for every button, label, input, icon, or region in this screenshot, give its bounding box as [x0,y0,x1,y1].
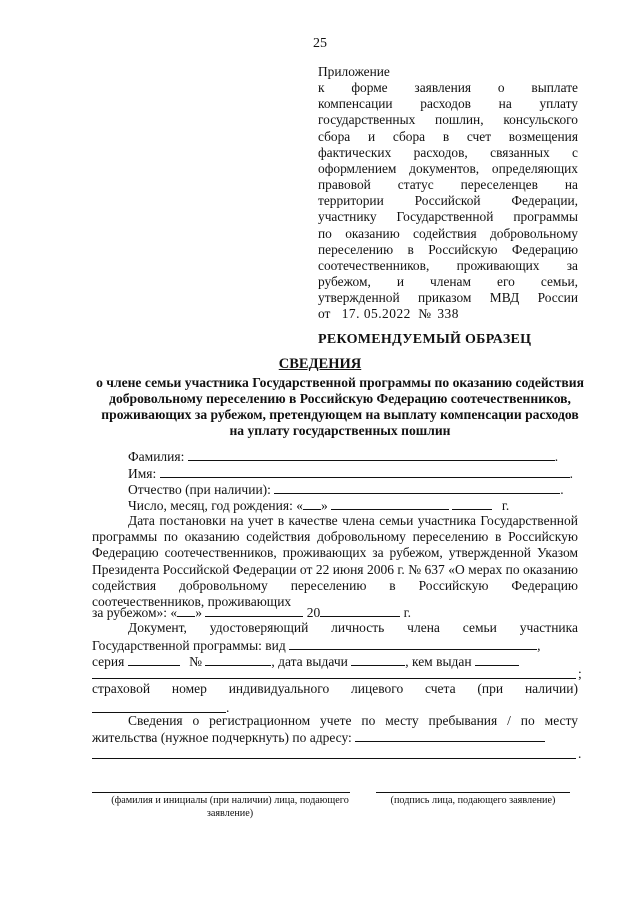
patronymic-field: Отчество (при наличии): . [128,482,564,497]
registration-date-field [92,604,411,621]
registration-date-paragraph [92,513,578,610]
patronymic-label: Отчество (при наличии): [128,482,271,497]
document-intro-text: Документ, удостоверяющий личность члена семьи участника [128,620,578,635]
document-kind-field: Государственной программы: вид , [92,638,541,653]
surname-field: Фамилия: . [128,449,559,464]
appendix-line: компенсации расходов на уплату [318,96,578,112]
name-signature-caption: (фамилия и инициалы (при наличии) лица, подающего заявление) [111,795,349,819]
address-intro [92,713,578,729]
address-intro-text: Сведения о регистрационном учете по месту пребывания / по месту [128,713,578,728]
series-input[interactable] [128,653,180,666]
issue-date-input[interactable] [351,653,405,666]
address-field [92,729,545,746]
number-input[interactable] [205,653,271,666]
birth-date-quote: » [320,498,328,513]
snils-field [92,681,578,697]
document-kind-label: Государственной программы: вид [92,638,286,653]
appendix-line: фактических расходов, связанных с [318,144,578,160]
appendix-line: государственных пошлин, консульского [318,112,578,128]
snils-period: . [226,700,230,715]
address-input[interactable] [355,729,545,742]
registration-month-input[interactable] [205,604,303,617]
issue-date-label: , дата выдачи [271,654,348,669]
snils-label: страховой номер индивидуального лицевого счета (при наличии) [92,681,578,696]
signature-line[interactable] [376,792,570,793]
appendix-line: переселению в Российскую Федерацию [318,241,578,257]
document-details-field [92,653,519,670]
address-label: жительства (нужное подчеркнуть) по адресу: [92,730,352,745]
surname-label: Фамилия: [128,449,185,464]
name-input[interactable] [160,465,570,478]
registration-year-input[interactable] [320,604,400,617]
birth-year-suffix: г. [501,498,510,513]
birth-day-input[interactable] [303,497,321,510]
registration-day-input[interactable] [177,604,195,617]
signature-caption: (подпись лица, подающего заявление) [390,795,556,806]
appendix-line: утвержденной приказом МВД России [318,290,578,306]
address-period: . [578,746,582,761]
name-label: Имя: [128,466,157,481]
page-number: 25 [313,36,327,51]
name-signature-line[interactable] [92,792,350,793]
birth-date-field [128,497,509,514]
patronymic-input[interactable] [274,481,560,494]
page-subtitle: о члене семьи участника Государственной программы по оказанию содействия добровольному переселению в Российскую Федерацию соотечественников, проживающих за рубежом, претендующем на выплату компенсации расходов на уплату государственных пошлин [96,375,584,438]
registration-year-prefix: 20 [306,605,321,620]
appendix-line: территории Российской Федерации, [318,193,578,209]
order-number: 338 [437,306,459,322]
issued-by-label: , кем выдан [405,654,472,669]
address-continuation-line[interactable] [92,758,576,759]
appendix-line: правовой статус переселенцев на [318,177,578,193]
issued-by-input[interactable] [475,653,519,666]
birth-year-input[interactable] [452,497,492,510]
issued-by-semicolon: ; [578,666,582,681]
issued-by-continuation-line[interactable] [92,678,576,679]
birth-month-input[interactable] [331,497,449,510]
appendix-line: оформлением документов, определяющих [318,160,578,176]
sample-label: РЕКОМЕНДУЕМЫЙ ОБРАЗЕЦ [318,332,532,347]
document-intro [92,620,578,636]
registration-date-quote: » [195,605,202,620]
appendix-line: к форме заявления о выплате [318,80,578,96]
registration-date-text: Дата постановки на учет в качестве члена семьи участника Государственной программы по оказанию содействия добровольному переселению в Российскую Федерацию соотечественников, проживающих за рубежом, утвержденной Указом Президента Российской Федерации от 22 июня 2006 г. № 637 «О мерах по оказанию содействия добровольному переселению в Российскую Федерацию соотечественников, проживающих [92,513,578,610]
name-field: Имя: . [128,466,574,481]
order-date: 17. 05.2022 [341,306,411,322]
order-number-label: № [418,306,431,322]
registration-date-tail: за рубежом»: « [92,605,178,620]
surname-input[interactable] [188,448,555,461]
appendix-line: по оказанию содействия добровольному [318,225,578,241]
appendix-line: рубежом, и членам его семьи, [318,274,578,290]
document-kind-input[interactable] [289,637,537,650]
appendix-line: сбора и сбора в счет возмещения [318,128,578,144]
number-label: № [189,654,202,669]
appendix-line: Приложение [318,64,390,79]
series-label: серия [92,654,125,669]
order-line [318,306,578,322]
appendix-line: соотечественников, проживающих за [318,257,578,273]
order-prefix: от [318,306,331,322]
registration-year-suffix: г. [403,605,411,620]
appendix-line: участнику Государственной программы [318,209,578,225]
appendix-block [318,64,578,323]
birth-date-label: Число, месяц, год рождения: « [128,498,303,513]
page-title: СВЕДЕНИЯ [278,356,362,372]
